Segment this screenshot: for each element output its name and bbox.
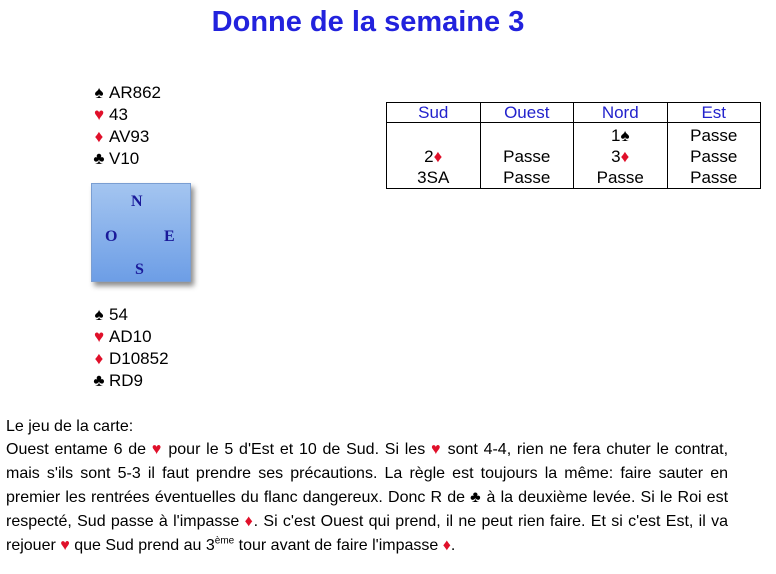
south-diamonds-cards: D10852 bbox=[109, 349, 169, 368]
play-text-6: que Sud prend au 3 bbox=[69, 537, 215, 554]
play-text-1: Ouest entame 6 de bbox=[6, 441, 152, 458]
bidding-body bbox=[387, 123, 761, 189]
bid-cell: Passe bbox=[480, 146, 574, 167]
compass-west: O bbox=[105, 228, 118, 245]
spade-icon: ♠ bbox=[94, 83, 104, 102]
north-hearts bbox=[89, 104, 161, 126]
bid-cell: 2♦ bbox=[387, 146, 481, 167]
page-title: Donne de la semaine 3 bbox=[211, 6, 525, 38]
bidding-row bbox=[387, 146, 761, 167]
superscript-eme: ème bbox=[214, 535, 235, 547]
play-text-2: pour le 5 d'Est et 10 de Sud. Si les bbox=[162, 441, 431, 458]
bid-cell: 3♦ bbox=[574, 146, 668, 167]
bid-cell: 1♠ bbox=[574, 123, 668, 147]
diamond-icon: ♦ bbox=[94, 127, 104, 146]
north-diamonds-cards: AV93 bbox=[109, 127, 150, 146]
south-hearts bbox=[89, 326, 169, 348]
south-spades-cards: 54 bbox=[109, 305, 128, 324]
north-clubs bbox=[89, 148, 161, 170]
bid-cell: 3SA bbox=[387, 167, 481, 189]
heart-icon: ♥ bbox=[151, 441, 163, 458]
club-icon: ♣ bbox=[93, 149, 105, 168]
north-spades-cards: AR862 bbox=[109, 83, 161, 102]
bid-cell bbox=[387, 123, 481, 147]
diamond-icon: ♦ bbox=[442, 537, 451, 554]
heart-icon: ♥ bbox=[93, 105, 105, 124]
north-clubs-cards: V10 bbox=[109, 149, 140, 168]
compass-north: N bbox=[131, 193, 143, 210]
south-hand bbox=[89, 304, 169, 392]
bidding-header-row bbox=[387, 103, 761, 123]
north-hand bbox=[89, 82, 161, 170]
bid-cell: Passe bbox=[667, 146, 761, 167]
play-description bbox=[6, 416, 728, 558]
play-text-3: sont 4-4, rien ne fera chuter le contrat, mais s'ils sont 5-3 il faut prendre ses précautions. La règle est toujours la même: faire sauter en premier les rentrées éventuelles du flanc dangereux. Donc R de bbox=[6, 441, 729, 506]
heart-icon: ♥ bbox=[60, 537, 70, 554]
north-spades bbox=[89, 82, 161, 104]
north-hearts-cards: 43 bbox=[109, 105, 128, 124]
compass-east: E bbox=[164, 228, 175, 245]
spade-icon: ♠ bbox=[620, 126, 630, 145]
heart-icon: ♥ bbox=[93, 327, 105, 346]
club-icon: ♣ bbox=[93, 371, 105, 390]
header-sud: Sud bbox=[387, 103, 481, 123]
south-diamonds bbox=[89, 348, 169, 370]
bidding-row bbox=[387, 123, 761, 147]
diamond-icon: ♦ bbox=[620, 147, 630, 166]
spade-icon: ♠ bbox=[94, 305, 104, 324]
play-text-5: . Si c'est Ouest qui prend, il ne peut rien faire. Et si c'est Est, il va rejouer bbox=[6, 513, 728, 554]
bidding-table bbox=[386, 102, 761, 189]
diamond-icon: ♦ bbox=[94, 349, 104, 368]
south-spades bbox=[89, 304, 169, 326]
bid-cell bbox=[480, 123, 574, 147]
diamond-icon: ♦ bbox=[433, 147, 443, 166]
south-hearts-cards: AD10 bbox=[109, 327, 152, 346]
south-clubs-cards: RD9 bbox=[109, 371, 144, 390]
bid-cell: Passe bbox=[574, 167, 668, 189]
header-ouest: Ouest bbox=[480, 103, 574, 123]
play-text-7: tour avant de faire l'impasse bbox=[234, 537, 443, 554]
compass-south: S bbox=[135, 261, 144, 278]
bidding-row bbox=[387, 167, 761, 189]
play-text-8: . bbox=[450, 537, 456, 554]
heart-icon: ♥ bbox=[430, 441, 442, 458]
diamond-icon: ♦ bbox=[244, 513, 254, 530]
play-heading: Le jeu de la carte: bbox=[6, 418, 134, 435]
header-est: Est bbox=[667, 103, 761, 123]
club-icon: ♣ bbox=[470, 489, 482, 506]
header-nord: Nord bbox=[574, 103, 668, 123]
south-clubs bbox=[89, 370, 169, 392]
bid-cell: Passe bbox=[667, 123, 761, 147]
play-text-4: à la deuxième levée. Si le Roi est respecté, Sud passe à l'impasse bbox=[6, 489, 729, 530]
bid-cell: Passe bbox=[480, 167, 574, 189]
north-diamonds bbox=[89, 126, 161, 148]
compass-box bbox=[91, 183, 191, 282]
bid-cell: Passe bbox=[667, 167, 761, 189]
play-paragraph bbox=[6, 438, 728, 558]
